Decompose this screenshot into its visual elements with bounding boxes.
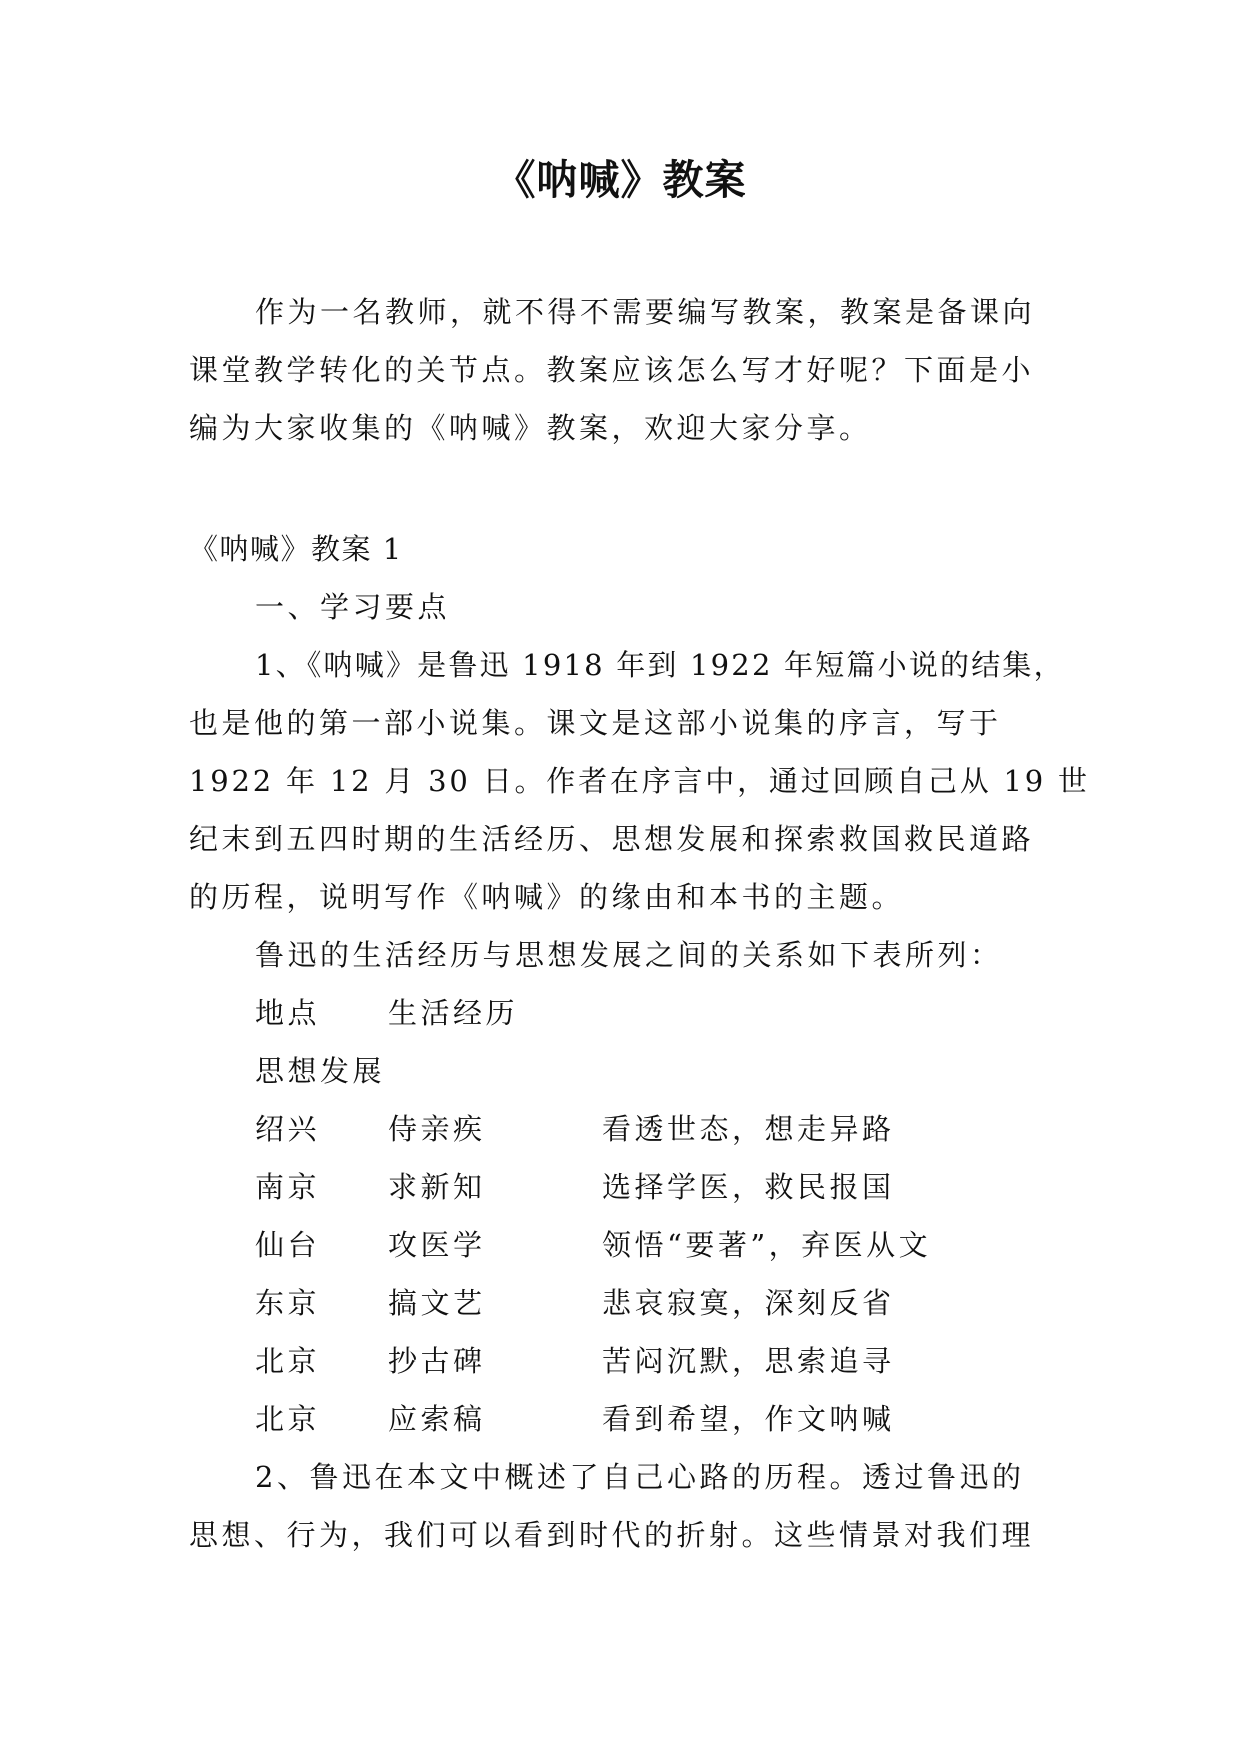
table-header-cell: 地点 [255,996,321,1030]
table-cell-experience: 抄古碑 [388,1344,486,1378]
point1-line: 1、《呐喊》是鲁迅 1918 年到 1922 年短篇小说的结集， [255,648,1065,682]
table-row [255,1274,1055,1332]
point2-line: 2、鲁迅在本文中概述了自己心路的历程。透过鲁迅的 [255,1460,1025,1494]
table-cell-experience: 搞文艺 [388,1286,486,1320]
table-row [255,1100,1055,1158]
table-cell-experience: 攻医学 [388,1228,486,1262]
table-row [255,1390,1055,1448]
table-row [255,1332,1055,1390]
intro-line: 作为一名教师，就不得不需要编写教案，教案是备课向 [255,295,1036,329]
table-cell-place: 北京 [255,1402,321,1436]
table-cell-place: 绍兴 [255,1112,321,1146]
table-cell-place: 北京 [255,1344,321,1378]
table-header-row-2 [255,1042,1055,1100]
point1-line: 1922 年 12 月 30 日。作者在序言中，通过回顾自己从 19 世 [189,764,1090,798]
table-cell-thought: 苦闷沉默，思索追寻 [602,1344,895,1378]
section-heading: 《呐喊》教案 1 [189,532,403,566]
table-cell-thought: 看透世态，想走异路 [602,1112,895,1146]
point1-paragraph [189,636,1090,926]
table-cell-experience: 求新知 [388,1170,486,1204]
point1-line: 的历程，说明写作《呐喊》的缘由和本书的主题。 [189,880,905,914]
table-header-cell: 思想发展 [255,1054,386,1088]
table-intro: 鲁迅的生活经历与思想发展之间的关系如下表所列： [255,938,1003,972]
point2-paragraph [189,1448,1059,1564]
table-cell-place: 南京 [255,1170,321,1204]
part-heading: 一、学习要点 [255,590,451,624]
table-cell-thought: 悲哀寂寞，深刻反省 [602,1286,895,1320]
point1-line: 也是他的第一部小说集。课文是这部小说集的序言，写于 [189,706,1002,740]
table-cell-thought: 选择学医，救民报国 [602,1170,895,1204]
table-row [255,1158,1055,1216]
table-cell-experience: 应索稿 [388,1402,486,1436]
table-cell-place: 东京 [255,1286,321,1320]
table-header-row [255,984,1055,1042]
table-header-cell: 生活经历 [388,996,519,1030]
document-title: 《呐喊》教案 [494,156,747,204]
intro-line: 课堂教学转化的关节点。教案应该怎么写才好呢？下面是小 [189,353,1035,387]
intro-paragraph [189,283,1059,457]
point2-line: 思想、行为，我们可以看到时代的折射。这些情景对我们理 [189,1518,1035,1552]
table-cell-thought: 领悟“要著”，弃医从文 [602,1228,932,1262]
table-cell-place: 仙台 [255,1228,321,1262]
table-row [255,1216,1055,1274]
table-cell-experience: 侍亲疾 [388,1112,486,1146]
intro-line: 编为大家收集的《呐喊》教案，欢迎大家分享。 [189,411,872,445]
point1-line: 纪末到五四时期的生活经历、思想发展和探索救国救民道路 [189,822,1035,856]
table-cell-thought: 看到希望，作文呐喊 [602,1402,895,1436]
